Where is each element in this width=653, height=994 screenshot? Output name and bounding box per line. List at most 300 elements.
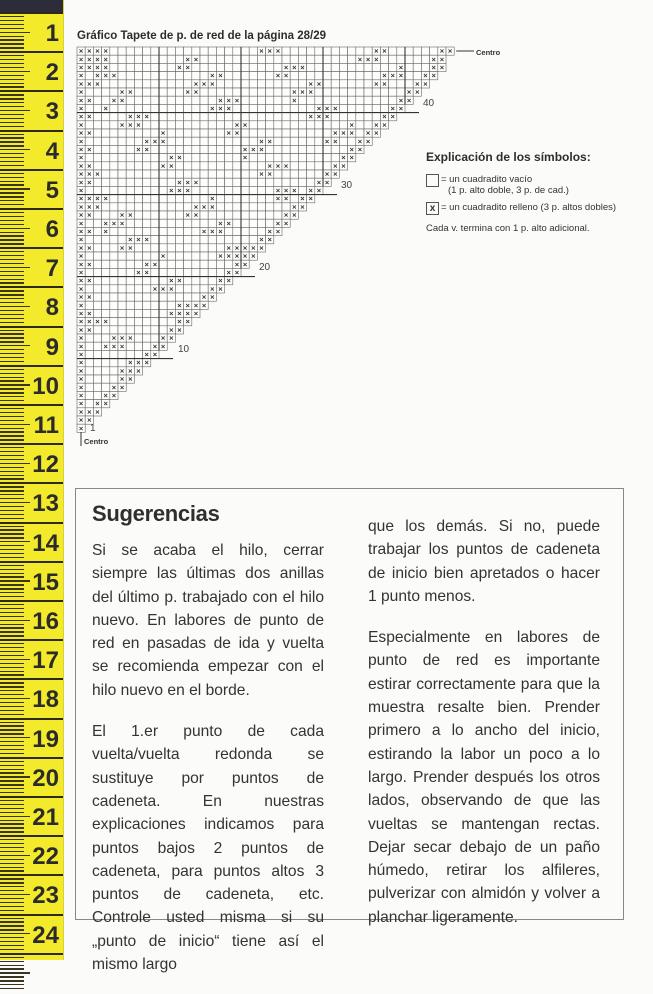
chart-cell [274, 137, 282, 145]
filled-cell-mark: × [78, 243, 84, 253]
filled-cell-mark: × [431, 54, 436, 64]
chart-cell [249, 227, 257, 235]
filled-cell-mark: × [283, 161, 289, 171]
chart-cell [397, 47, 405, 55]
chart-cell [175, 162, 183, 170]
ruler-cm-line [0, 600, 63, 602]
filled-cell-mark: × [242, 153, 248, 163]
chart-cell [151, 293, 159, 301]
filled-cell-mark: × [374, 54, 379, 64]
ruler-mm-tick [0, 804, 24, 805]
chart-cell [93, 145, 101, 153]
filled-cell-mark: × [78, 309, 84, 318]
ruler-number: 3 [45, 98, 59, 126]
filled-cell-mark: × [251, 251, 256, 261]
ruler-mm-tick [0, 867, 24, 868]
chart-cell [93, 252, 101, 260]
chart-cell [167, 227, 175, 235]
filled-cell-mark: × [357, 54, 363, 64]
chart-cell [167, 203, 175, 211]
chart-cell [356, 113, 364, 121]
ruler-mm-tick [0, 674, 24, 675]
chart-cell [192, 252, 200, 260]
chart-cell [134, 195, 142, 203]
chart-cell [249, 80, 257, 88]
chart-cell [200, 178, 208, 186]
chart-cell [290, 137, 298, 145]
filled-cell-mark: × [201, 300, 207, 310]
filled-cell-mark: × [234, 268, 240, 277]
ruler-mm-tick [0, 475, 24, 476]
chart-cell [143, 170, 151, 178]
chart-cell [93, 350, 101, 358]
ruler-number: 19 [32, 725, 59, 753]
filled-cell-mark: × [144, 145, 149, 154]
filled-cell-mark: × [300, 87, 305, 97]
filled-cell-mark: × [119, 366, 125, 376]
chart-cell [167, 63, 175, 71]
chart-cell [290, 121, 298, 129]
filled-cell-mark: × [259, 136, 264, 146]
chart-cell [167, 211, 175, 219]
filled-cell-mark: × [136, 235, 141, 245]
chart-cell [126, 47, 134, 55]
filled-cell-mark: × [218, 71, 223, 81]
filled-cell-mark: × [210, 104, 215, 113]
filled-cell-mark: × [87, 145, 92, 154]
ruler-mm-tick [0, 859, 24, 860]
chart-cell [93, 236, 101, 244]
filled-cell-mark: × [78, 210, 84, 220]
ruler-mm-tick [0, 882, 24, 883]
chart-cell [315, 63, 323, 71]
chart-cell [159, 63, 167, 71]
ruler-mm-tick [0, 961, 24, 962]
filled-cell-mark: × [128, 120, 133, 130]
chart-cell [331, 55, 339, 63]
ruler-number: 24 [32, 921, 59, 949]
chart-cell [241, 88, 249, 96]
chart-cell [110, 80, 118, 88]
filled-cell-mark: × [201, 292, 207, 302]
filled-cell-mark: × [193, 210, 199, 220]
ruler-mm-tick [0, 671, 24, 672]
filled-cell-mark: × [136, 112, 141, 122]
filled-cell-mark: × [128, 366, 133, 376]
row-label-20: 20 [259, 262, 271, 273]
chart-cell [93, 383, 101, 391]
chart-cell [249, 154, 257, 162]
filled-cell-mark: × [87, 177, 92, 187]
chart-cell [110, 367, 118, 375]
symbol-legend [426, 150, 646, 234]
chart-cell [249, 72, 257, 80]
chart-cell [143, 88, 151, 96]
chart-cell [175, 96, 183, 104]
filled-cell-mark: × [177, 317, 182, 327]
filled-cell-mark: × [234, 259, 240, 269]
filled-cell-mark: × [185, 54, 190, 64]
filled-cell-mark: × [87, 309, 92, 318]
suggestions-left-column [92, 539, 324, 994]
chart-cell [118, 285, 126, 293]
chart-cell [249, 47, 257, 55]
chart-cell [134, 55, 142, 63]
chart-cell [159, 88, 167, 96]
chart-cell [102, 203, 110, 211]
chart-cell [266, 211, 274, 219]
chart-cell [380, 96, 388, 104]
filled-cell-mark: × [78, 120, 84, 130]
chart-cell [216, 170, 224, 178]
filled-cell-mark: × [259, 46, 264, 56]
chart-cell [93, 227, 101, 235]
filled-cell-mark: × [111, 333, 117, 343]
chart-cell [233, 227, 241, 235]
ruler-number: 18 [32, 686, 59, 714]
filled-cell-mark: × [177, 63, 182, 72]
chart-cell [208, 236, 216, 244]
chart-cell [143, 63, 151, 71]
filled-cell-mark: × [275, 46, 281, 56]
filled-cell-mark: × [78, 350, 84, 359]
filled-cell-mark: × [144, 358, 149, 368]
chart-cell [167, 72, 175, 80]
chart-cell [93, 178, 101, 186]
chart-cell [151, 211, 159, 219]
ruler-mm-tick [0, 769, 24, 770]
chart-cell [143, 195, 151, 203]
chart-cell [192, 145, 200, 153]
chart-cell [118, 104, 126, 112]
chart-cell [118, 260, 126, 268]
filled-cell-mark: × [78, 268, 84, 277]
ruler-mm-tick [0, 945, 24, 946]
filled-cell-mark: × [136, 268, 141, 277]
ruler-mm-tick [0, 906, 24, 907]
chart-cell [110, 252, 118, 260]
chart-cell [192, 219, 200, 227]
filled-cell-mark: × [365, 136, 371, 146]
chart-cell [208, 178, 216, 186]
chart-cell [348, 72, 356, 80]
chart-cell [93, 277, 101, 285]
filled-cell-mark: × [152, 341, 158, 351]
ruler-mm-tick [0, 972, 30, 973]
ruler-number: 4 [45, 137, 59, 165]
filled-cell-mark: × [218, 251, 223, 261]
filled-cell-mark: × [390, 71, 395, 81]
ruler-mm-tick [0, 584, 24, 585]
chart-cell [348, 104, 356, 112]
ruler-mm-tick [0, 608, 24, 609]
ruler-mm-tick [0, 478, 24, 479]
chart-cell [233, 154, 241, 162]
filled-cell-mark: × [210, 194, 215, 204]
chart-cell [364, 63, 372, 71]
ruler-mm-tick [0, 890, 24, 891]
chart-cell [290, 145, 298, 153]
ruler-number: 23 [32, 882, 59, 910]
chart-cell [167, 195, 175, 203]
chart-cell [175, 252, 183, 260]
filled-cell-mark: × [95, 79, 100, 89]
ruler-mm-tick [0, 486, 24, 487]
filled-cell-mark: × [185, 186, 190, 195]
ruler-mm-tick [0, 729, 24, 730]
filled-cell-mark: × [267, 136, 272, 146]
chart-cell [151, 104, 159, 112]
filled-cell-mark: × [218, 284, 223, 294]
filled-cell-mark: × [95, 399, 100, 409]
filled-cell-mark: × [169, 333, 174, 343]
chart-cell [93, 359, 101, 367]
chart-cell [241, 80, 249, 88]
chart-cell [339, 63, 347, 71]
chart-cell [184, 227, 192, 235]
chart-cell [225, 203, 233, 211]
chart-cell [85, 383, 93, 391]
filled-cell-mark: × [78, 391, 84, 400]
filled-cell-mark: × [103, 341, 108, 351]
chart-cell [348, 55, 356, 63]
chart-cell [134, 129, 142, 137]
chart-cell [151, 47, 159, 55]
chart-cell [151, 268, 159, 276]
ruler-mm-tick [0, 569, 24, 570]
filled-cell-mark: × [87, 243, 92, 253]
filled-cell-mark: × [242, 251, 248, 261]
chart-cell [257, 113, 265, 121]
chart-cell [192, 277, 200, 285]
chart-cell [85, 350, 93, 358]
chart-cell [315, 162, 323, 170]
filled-cell-mark: × [78, 251, 84, 261]
filled-cell-mark: × [95, 71, 100, 81]
chart-cell [216, 80, 224, 88]
filled-cell-mark: × [78, 423, 84, 433]
chart-cell [110, 129, 118, 137]
ruler-mm-tick [0, 968, 24, 969]
filled-cell-mark: × [242, 243, 248, 253]
chart-cell [151, 162, 159, 170]
chart-cell [93, 301, 101, 309]
chart-cell [249, 203, 257, 211]
chart-cell [274, 145, 282, 153]
chart-cell [151, 227, 159, 235]
chart-cell [192, 113, 200, 121]
chart-cell [110, 285, 118, 293]
chart-cell [110, 47, 118, 55]
chart-cell [257, 219, 265, 227]
filled-cell-mark: × [382, 112, 387, 122]
chart-cell [266, 88, 274, 96]
ruler-mm-tick [0, 984, 24, 985]
chart-cell [421, 55, 429, 63]
chart-cell [290, 72, 298, 80]
filled-cell-mark: × [87, 407, 92, 417]
chart-cell [216, 47, 224, 55]
filled-cell-mark: × [119, 382, 125, 392]
row-label-30: 30 [341, 180, 353, 191]
ruler-cm-line [0, 796, 63, 798]
chart-cell [200, 63, 208, 71]
chart-cell [208, 137, 216, 145]
ruler-mm-tick [0, 898, 24, 899]
chart-cell [216, 145, 224, 153]
filled-cell-mark: × [226, 218, 231, 228]
ruler-mm-tick [0, 647, 24, 648]
legend-empty-text [441, 174, 569, 196]
chart-cell [298, 113, 306, 121]
chart-cell [159, 113, 167, 121]
filled-cell-mark: × [382, 120, 387, 130]
chart-cell [151, 80, 159, 88]
chart-cell [134, 326, 142, 334]
filled-cell-mark: × [103, 399, 108, 409]
chart-cell [274, 170, 282, 178]
chart-cell [266, 178, 274, 186]
ruler-mm-tick [0, 631, 24, 632]
chart-cell [159, 309, 167, 317]
chart-cell [200, 104, 208, 112]
chart-cell [249, 211, 257, 219]
filled-cell-mark: × [87, 276, 92, 286]
filled-cell-mark: × [374, 128, 379, 138]
filled-cell-mark: × [251, 243, 256, 253]
chart-cell [102, 268, 110, 276]
chart-cell [348, 80, 356, 88]
chart-cell [93, 113, 101, 121]
chart-cell [118, 227, 126, 235]
filled-cell-mark: × [201, 79, 207, 89]
chart-cell [331, 47, 339, 55]
chart-cell [241, 96, 249, 104]
ruler-number: 17 [32, 647, 59, 675]
chart-cell [323, 88, 331, 96]
chart-cell [216, 113, 224, 121]
chart-cell [364, 88, 372, 96]
chart-cell [110, 195, 118, 203]
filled-cell-mark: × [177, 276, 182, 286]
filled-cell-mark: × [201, 227, 207, 236]
filled-cell-mark: × [177, 300, 182, 310]
chart-cell [143, 154, 151, 162]
chart-cell [102, 162, 110, 170]
chart-cell [102, 113, 110, 121]
chart-cell [225, 63, 233, 71]
chart-cell [356, 121, 364, 129]
chart-cell [323, 80, 331, 88]
filled-cell-mark: × [423, 71, 428, 81]
chart-cell [241, 162, 249, 170]
chart-cell [323, 55, 331, 63]
filled-cell-mark: × [398, 104, 404, 113]
chart-cell [257, 195, 265, 203]
chart-cell [192, 260, 200, 268]
chart-cell [110, 186, 118, 194]
chart-cell [266, 113, 274, 121]
legend-filled-text: = un cuadradito relleno (3 p. altos dobles) [441, 202, 617, 213]
chart-cell [216, 154, 224, 162]
chart-cell [102, 145, 110, 153]
chart-cell [208, 113, 216, 121]
filled-cell-mark: × [398, 63, 404, 72]
filled-cell-mark: × [144, 136, 149, 146]
filled-cell-mark: × [242, 120, 248, 130]
chart-cell [143, 80, 151, 88]
filled-cell-mark: × [398, 71, 404, 81]
chart-cell [257, 104, 265, 112]
chart-cell [184, 145, 192, 153]
chart-cell [225, 170, 233, 178]
chart-cell [118, 350, 126, 358]
chart-cell [159, 301, 167, 309]
chart-cell [192, 186, 200, 194]
ruler-mm-tick [0, 624, 24, 625]
chart-cell [93, 334, 101, 342]
chart-cell [184, 72, 192, 80]
filled-cell-mark: × [439, 54, 445, 64]
chart-cell [331, 72, 339, 80]
chart-cell [102, 326, 110, 334]
ruler-number: 14 [32, 529, 59, 557]
ruler-mm-tick [0, 878, 24, 879]
chart-cell [233, 137, 241, 145]
filled-cell-mark: × [415, 79, 420, 89]
chart-cell [93, 104, 101, 112]
chart-cell [225, 227, 233, 235]
filled-cell-mark: × [398, 95, 404, 105]
chart-cell [315, 55, 323, 63]
chart-cell [167, 88, 175, 96]
chart-cell [331, 145, 339, 153]
chart-cell [249, 104, 257, 112]
filled-cell-mark: × [349, 120, 354, 130]
chart-cell [159, 293, 167, 301]
filled-cell-mark: × [87, 325, 92, 335]
chart-cell [364, 72, 372, 80]
chart-cell [110, 359, 118, 367]
chart-cell [126, 309, 134, 317]
chart-cell [110, 121, 118, 129]
chart-cell [93, 129, 101, 137]
filled-cell-mark: × [365, 128, 371, 138]
filled-cell-mark: × [169, 186, 174, 195]
filled-cell-mark: × [210, 284, 215, 294]
filled-cell-mark: × [103, 54, 108, 64]
ruler-mm-tick [0, 545, 24, 546]
ruler-mm-tick [0, 776, 30, 777]
chart-cell [257, 178, 265, 186]
filled-cell-mark: × [218, 276, 223, 286]
filled-cell-mark: × [152, 259, 158, 269]
ruler-mm-tick [0, 490, 24, 491]
chart-cell [102, 236, 110, 244]
chart-cell [339, 55, 347, 63]
chart-cell [298, 47, 306, 55]
ruler-mm-tick [0, 784, 24, 785]
ruler-mm-tick [0, 616, 24, 617]
filled-cell-mark: × [333, 136, 338, 146]
chart-cell [134, 252, 142, 260]
ruler-mm-tick [0, 573, 24, 574]
chart-cell [282, 104, 290, 112]
chart-cell [134, 342, 142, 350]
chart-cell [192, 63, 200, 71]
ruler-mm-tick [0, 682, 24, 683]
chart-cell [298, 72, 306, 80]
